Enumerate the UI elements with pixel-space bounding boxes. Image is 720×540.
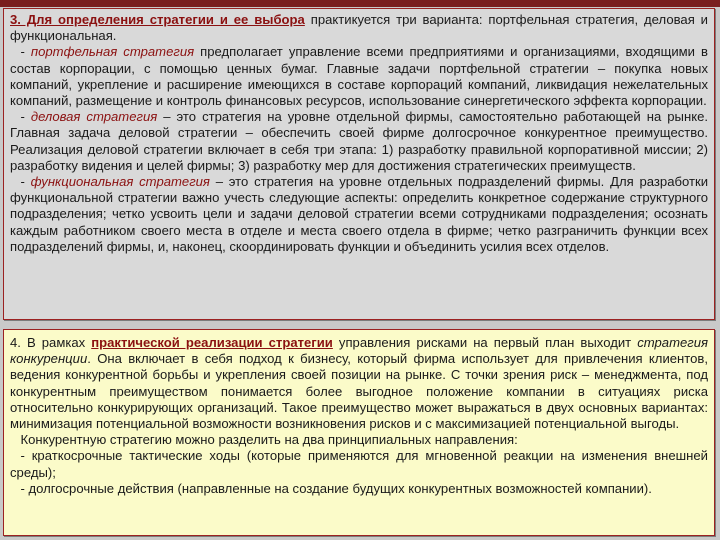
short-term-paragraph: - краткосрочные тактические ходы (которые применяются для мгновенной реакции на изменения внешней среды);	[10, 448, 708, 480]
functional-strategy-term: функциональная стратегия	[30, 174, 210, 190]
competition-mid: управления рисками на первый план выходит	[332, 335, 638, 350]
long-term-paragraph: - долгосрочные действия (направленные на создание будущих конкурентных возможностей компании).	[20, 480, 652, 496]
competition-lead: 4. В рамках	[10, 335, 92, 350]
portfolio-strategy-term: портфельная стратегия	[30, 44, 195, 60]
functional-strategy-text: – это стратегия на уровне отдельных подразделений фирмы. Для разработки функциональной стратегии важно учесть следующие аспекты: определить конкретное содержание структурного подразделения; четко усвоить цели и задачи деловой стратегии всеми сотрудниками подразделения; осознать каждым работником своего места в отделе и места своего отдела в фирме; четко разграничить функции всех подразделений фирмы, и, наконец, скоординировать функции и объединить усилия всех отделов.	[10, 174, 709, 254]
functional-strategy-paragraph	[10, 174, 708, 255]
portfolio-strategy-paragraph	[10, 44, 708, 109]
competition-intro-paragraph	[10, 335, 708, 432]
bullet-dash: -	[20, 174, 31, 190]
section-heading: 3. Для определения стратегии и ее выбора	[10, 12, 305, 27]
competition-body: . Она включает в себя подход к бизнесу, который фирма использует для привлечения клиентов, ведения конкурентной борьбы и укрепления своей позиции на рынке. С точки зрения риск – менеджмента, под конкурентным преимуществом понимается более выгодное положение компании в ситуациях риска относительно конкурирующих организаций. Такое преимущество может выражаться в двух основных вариантах: минимизация потенциальной возможности возникновения рисков и с максимизацией потенциальной выгоды.	[10, 351, 708, 432]
bullet-dash: -	[20, 109, 31, 125]
competition-strategy-term: стратегия конкуренции	[10, 335, 708, 367]
bullet-dash: -	[20, 44, 31, 60]
business-strategy-paragraph	[10, 109, 708, 174]
practical-implementation-highlight: практической реализации стратегии	[91, 335, 333, 350]
portfolio-strategy-text: предполагает управление всеми предприятиями и организациями, входящими в состав корпорации, с помощью ценных бумаг. Главные задачи портфельной стратегии – покупка новых компаний, укрепление и расширение имеющихся в составе корпораций компаний, ликвидация нежелательных компаний, размещение и контроль финансовых ресурсов, использование синергетического эффекта корпорации.	[10, 44, 709, 109]
directions-paragraph: Конкурентную стратегию можно разделить на два принципиальных направления:	[20, 432, 518, 448]
intro-paragraph	[10, 12, 708, 44]
competition-strategy-panel	[3, 329, 715, 536]
strategy-options-panel	[3, 8, 715, 320]
business-strategy-text: – это стратегия на уровне отдельной фирмы, самостоятельно работающей на рынке. Главная задача деловой стратегии – обеспечить своей фирме долгосрочное конкурентное преимущество. Реализация деловой стратегии включает в себя три этапа: 1) разработку правильной корпоративной миссии; 2) разработку видения и целей фирмы; 3) разработку мер для достижения стратегических преимуществ.	[10, 109, 708, 173]
intro-text: практикуется три варианта: портфельная стратегия, деловая и функциональная.	[10, 12, 708, 44]
top-frame-bar	[0, 0, 720, 7]
business-strategy-term: деловая стратегия	[30, 109, 158, 125]
